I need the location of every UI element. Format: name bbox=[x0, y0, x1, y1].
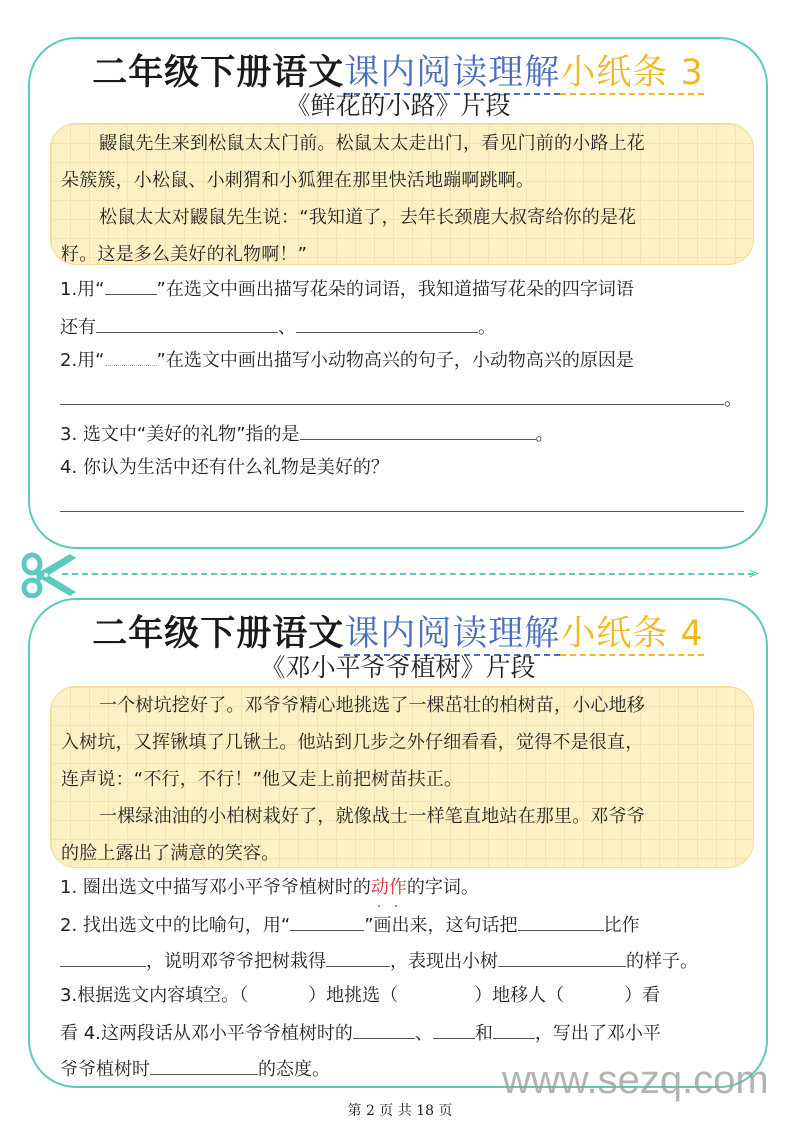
answer-blank[interactable] bbox=[60, 385, 724, 405]
title-part-grade: 二年级下册语文 bbox=[92, 53, 345, 93]
answer-blank[interactable] bbox=[296, 313, 478, 333]
passage-line: 籽。这是多么美好的礼物啊！” bbox=[61, 244, 308, 265]
q-text: 爷爷植树时 bbox=[60, 1059, 150, 1080]
watermark: www.sezq.com bbox=[502, 1058, 769, 1102]
title-part-grade: 二年级下册语文 bbox=[92, 614, 345, 654]
answer-blank[interactable] bbox=[353, 1019, 415, 1039]
q-text: ”画出来，这句话把 bbox=[364, 915, 518, 936]
question-2 bbox=[60, 911, 640, 939]
question-3 bbox=[60, 420, 554, 448]
q-text: 3. 选文中“美好的礼物”指的是 bbox=[60, 424, 300, 445]
q-text: 的态度。 bbox=[258, 1059, 330, 1080]
answer-blank[interactable] bbox=[60, 492, 744, 512]
q-text: 、 bbox=[414, 1023, 433, 1044]
passage-line: 入树坑，又挥锹填了几锹土。他站到几步之外仔细看看，觉得不是很直， bbox=[61, 732, 644, 753]
answer-blank[interactable] bbox=[105, 346, 157, 366]
worksheet-card-3 bbox=[28, 37, 768, 549]
answer-blank[interactable] bbox=[300, 420, 536, 440]
worksheet-card-4 bbox=[28, 598, 768, 1088]
answer-blank[interactable] bbox=[493, 1019, 535, 1039]
answer-blank[interactable] bbox=[326, 947, 390, 967]
question-3 bbox=[60, 983, 660, 1009]
answer-blank[interactable] bbox=[60, 947, 146, 967]
answer-blank[interactable] bbox=[96, 313, 278, 333]
answer-blank[interactable] bbox=[105, 275, 157, 295]
passage-line: 一个树坑挖好了。邓爷爷精心地挑选了一棵茁壮的柏树苗，小心地移 bbox=[99, 695, 645, 716]
q-text: 1. 圈出选文中描写邓小平爷爷植树时的 bbox=[60, 877, 371, 898]
question-1 bbox=[60, 275, 634, 303]
q-text: 和 bbox=[474, 1023, 493, 1044]
q-text: ）地移人（ bbox=[474, 985, 565, 1006]
q-text: 的样子。 bbox=[626, 951, 698, 972]
passage-line: 朵簇簇，小松鼠、小刺猬和小狐狸在那里快活地蹦啊跳啊。 bbox=[61, 170, 535, 191]
arrow-right-icon: > bbox=[748, 566, 760, 582]
question-2-cont bbox=[60, 385, 742, 413]
q-text: ”在选文中画出描写小动物高兴的句子，小动物高兴的原因是 bbox=[156, 350, 634, 371]
q-text: 。 bbox=[724, 389, 742, 410]
q-text: 的字词。 bbox=[406, 877, 479, 898]
scissors-icon bbox=[18, 552, 78, 598]
q-text: 2. 找出选文中的比喻句，用“ bbox=[60, 915, 291, 936]
passage-box bbox=[50, 123, 754, 265]
question-4-answer bbox=[60, 492, 744, 520]
q-text: ”在选文中画出描写花朵的词语，我知道描写花朵的四字词语 bbox=[156, 279, 634, 300]
passage-line: 松鼠太太对鼹鼠先生说：“我知道了，去年长颈鹿大叔寄给你的是花 bbox=[99, 207, 637, 228]
answer-blank[interactable] bbox=[518, 911, 604, 931]
q-text: 还有 bbox=[60, 317, 96, 338]
answer-blank[interactable] bbox=[150, 1055, 258, 1075]
q-text: ，表现出小树 bbox=[390, 951, 498, 972]
passage-line: 连声说：“不行，不行！”他又走上前把树苗扶正。 bbox=[61, 769, 463, 790]
title-part-topic: 课内阅读理解 bbox=[344, 614, 561, 654]
q-text: 。 bbox=[535, 424, 554, 445]
q-text: 。 bbox=[478, 317, 496, 338]
question-2-cont bbox=[60, 947, 698, 975]
question-2 bbox=[60, 346, 634, 374]
emphasis-text: 动作 · · bbox=[371, 877, 407, 898]
answer-blank[interactable] bbox=[290, 911, 364, 931]
question-4 bbox=[60, 1019, 661, 1047]
q-text: 、 bbox=[278, 317, 296, 338]
title-part-number: 小纸条 4 bbox=[560, 614, 704, 654]
q-text: ，写出了邓小平 bbox=[534, 1023, 661, 1044]
passage-title: 《鲜花的小路》片段 bbox=[285, 91, 511, 120]
question-4-cont bbox=[60, 1055, 330, 1083]
q-text: 比作 bbox=[603, 915, 640, 936]
cut-line bbox=[62, 573, 754, 575]
title-part-topic: 课内阅读理解 bbox=[344, 53, 561, 93]
question-1-cont bbox=[60, 313, 496, 341]
q-text: 1.用“ bbox=[60, 279, 105, 300]
answer-blank[interactable] bbox=[498, 947, 626, 967]
q-text: ，说明邓爷爷把树栽得 bbox=[146, 951, 326, 972]
passage-box bbox=[50, 686, 754, 868]
passage-line: 一棵绿油油的小柏树栽好了，就像战士一样笔直地站在那里。邓爷爷 bbox=[99, 806, 645, 827]
q-text: ）看 bbox=[624, 985, 661, 1006]
passage-line: 鼹鼠先生来到松鼠太太门前。松鼠太太走出门，看见门前的小路上花 bbox=[99, 133, 645, 154]
q-text: 2.用“ bbox=[60, 350, 105, 371]
answer-blank[interactable] bbox=[433, 1019, 475, 1039]
passage-line: 的脸上露出了满意的笑容。 bbox=[61, 843, 280, 864]
passage-title: 《邓小平爷爷植树》片段 bbox=[260, 653, 536, 682]
title-part-number: 小纸条 3 bbox=[560, 53, 704, 93]
q-text: 看 4.这两段话从邓小平爷爷植树时的 bbox=[60, 1023, 353, 1044]
question-1 bbox=[60, 875, 479, 901]
q-text: 3.根据选文内容填空。（ bbox=[60, 985, 249, 1006]
question-4: 4. 你认为生活中还有什么礼物是美好的？ bbox=[60, 457, 389, 478]
page-number: 第 2 页 共 18 页 bbox=[347, 1103, 453, 1119]
q-text: ）地挑选（ bbox=[308, 985, 399, 1006]
